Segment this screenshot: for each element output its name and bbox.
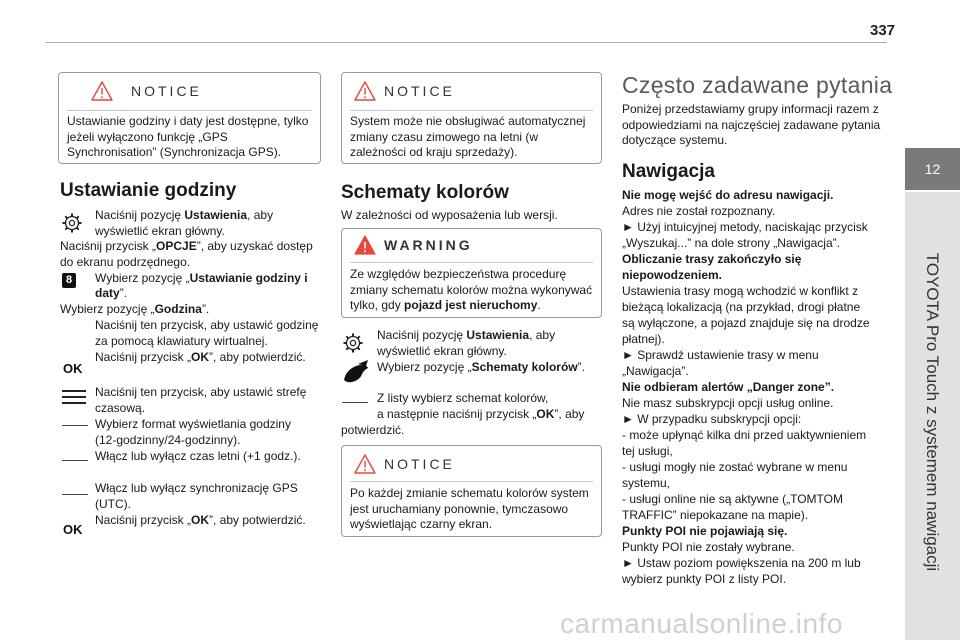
step-line: wyświetlić ekran główny. — [95, 224, 225, 238]
step-line: Wybierz pozycję „Ustawianie godziny i — [95, 271, 308, 285]
faq-line: „Nawigacja”. — [622, 364, 689, 378]
faq-question: Nie mogę wejść do adresu nawigacji. — [622, 188, 834, 202]
step-line: Naciśnij przycisk „OK”, aby potwierdzić. — [95, 350, 306, 364]
faq-line: „Wyszukaj...” na dole strony „Nawigacja”. — [622, 236, 840, 250]
faq-line: bieżącą lokalizacją (na przykład, drogi płatne — [622, 300, 861, 314]
faq-line: Punkty POI nie zostały wybrane. — [622, 540, 795, 554]
faq-line: wybierz punkty POI z listy POI. — [622, 572, 787, 586]
notice-icon — [354, 81, 376, 101]
ok-button-icon: OK — [63, 361, 83, 376]
navigation-heading: Nawigacja — [622, 161, 715, 182]
step-line: daty”. — [95, 286, 128, 300]
notice-title: NOTICE — [384, 83, 455, 99]
chapter-tab — [905, 148, 960, 190]
faq-question: Nie odbieram alertów „Danger zone”. — [622, 380, 835, 394]
faq-question: Punkty POI nie pojawiają się. — [622, 524, 788, 538]
step-line: Wybierz format wyświetlania godziny — [95, 417, 291, 431]
option-line-icon — [342, 402, 368, 403]
faq-question: niepowodzeniem. — [622, 268, 723, 282]
notice-text: Po każdej zmianie schematu kolorów system jest uruchamiany ponownie, tymczasowo wyświetlając czarny ekran. — [350, 486, 589, 531]
step-line: wyświetlić ekran główny. — [377, 344, 507, 358]
step-line: Naciśnij pozycję Ustawienia, aby — [377, 328, 556, 342]
step-line: Naciśnij ten przycisk, aby ustawić strefę — [95, 385, 307, 399]
step-line: Naciśnij pozycję Ustawienia, aby — [95, 208, 274, 222]
settings-gear-icon — [61, 212, 83, 234]
step-line: a następnie naciśnij przycisk „OK”, aby — [377, 407, 585, 421]
faq-line: płatnej). — [622, 332, 665, 346]
faq-list — [622, 187, 892, 587]
menu-lines-icon — [62, 390, 86, 404]
faq-line: ► W przypadku subskrypcji opcji: — [622, 412, 802, 426]
faq-line: Adres nie został rozpoznany. — [622, 204, 776, 218]
warning-icon — [354, 235, 376, 255]
step-line: Naciśnij ten przycisk, aby ustawić godzinę — [95, 318, 319, 332]
settings-gear-icon — [342, 332, 364, 354]
step-line: za pomocą klawiatury wirtualnej. — [95, 334, 268, 348]
ok-button-icon: OK — [63, 522, 83, 537]
badge-8-icon: 8 — [62, 273, 76, 288]
faq-intro: Poniżej przedstawiamy grupy informacji razem z odpowiedziami na najczęściej zadawane pytania dotyczące systemu. — [622, 102, 881, 147]
warning-box — [341, 228, 602, 318]
notice-box — [341, 445, 602, 537]
option-line-icon — [62, 425, 88, 426]
step-line: do ekranu podrzędnego. — [60, 255, 191, 269]
faq-line: - usługi mogły nie zostać wybrane w menu — [622, 460, 848, 474]
notice-title: NOTICE — [131, 83, 202, 99]
page-number: 337 — [870, 22, 896, 39]
step-line: Wybierz pozycję „Schematy kolorów”. — [377, 360, 585, 374]
step-line: (12-godzinny/24-godzinny). — [95, 433, 241, 447]
option-line-icon — [62, 460, 88, 461]
step-line: Z listy wybierz schemat kolorów, — [377, 391, 549, 405]
faq-question: Obliczanie trasy zakończyło się — [622, 252, 802, 266]
notice-text: Ustawianie godziny i daty jest dostępne, tylko jeżeli wyłączono funkcję „GPS Synchronisation” (Synchronizacja GPS). — [67, 114, 309, 159]
step-line: Włącz lub wyłącz czas letni (+1 godz.). — [95, 449, 301, 463]
step-line: potwierdzić. — [341, 423, 405, 437]
notice-box — [341, 72, 602, 164]
step-line: (UTC). — [95, 497, 131, 511]
warning-text: Ze względów bezpieczeństwa procedurę zmiany schematu kolorów można wykonywać tylko, gdy pojazd jest nieruchomy. — [350, 267, 593, 312]
color-scheme-icon — [342, 360, 370, 384]
section-heading-time: Ustawianie godziny — [60, 180, 237, 201]
header-divider — [45, 42, 887, 43]
faq-line: systemu, — [622, 476, 671, 490]
notice-box — [58, 72, 321, 164]
faq-line: ► Ustaw poziom powiększenia na 200 m lub — [622, 556, 861, 570]
step-line: czasową. — [95, 401, 146, 415]
step-line: Wybierz pozycję „Godzina”. — [60, 302, 210, 316]
notice-title: NOTICE — [384, 456, 455, 472]
colors-intro: W zależności od wyposażenia lub wersji. — [341, 208, 558, 222]
faq-line: - usługi online nie są aktywne („TOMTOM — [622, 492, 843, 506]
faq-line: ► Użyj intuicyjnej metody, naciskając przycisk — [622, 220, 868, 234]
faq-heading: Często zadawane pytania — [622, 72, 893, 98]
faq-line: ► Sprawdź ustawienie trasy w menu — [622, 348, 819, 362]
chapter-number: 12 — [924, 161, 941, 177]
chapter-title: TOYOTA Pro Touch z systemem nawigacji — [923, 252, 942, 572]
faq-line: TRAFFIC” niepokazane na mapie). — [622, 508, 809, 522]
section-heading-colors: Schematy kolorów — [341, 182, 509, 203]
warning-title: WARNING — [384, 237, 473, 253]
faq-line: Nie masz subskrypcji opcji usług online. — [622, 396, 834, 410]
notice-icon — [354, 454, 376, 474]
notice-icon — [91, 81, 113, 101]
faq-line: Ustawienia trasy mogą wchodzić w konflikt z — [622, 284, 859, 298]
watermark: carmanualsonline.info — [560, 608, 843, 639]
step-line: Naciśnij przycisk „OK”, aby potwierdzić. — [95, 513, 306, 527]
notice-text: System może nie obsługiwać automatycznej zmiany czasu zimowego na letni (w zależności od kraju sprzedaży). — [350, 114, 586, 159]
faq-line: - może upłynąć kilka dni przed uaktywnieniem — [622, 428, 867, 442]
option-line-icon — [62, 494, 88, 495]
step-line: Naciśnij przycisk „OPCJE”, aby uzyskać dostęp — [60, 239, 313, 253]
step-line: Włącz lub wyłącz synchronizację GPS — [95, 481, 298, 495]
faq-line: tej usługi, — [622, 444, 673, 458]
faq-line: są wyłączone, a pojazd znajduje się na drodze — [622, 316, 870, 330]
